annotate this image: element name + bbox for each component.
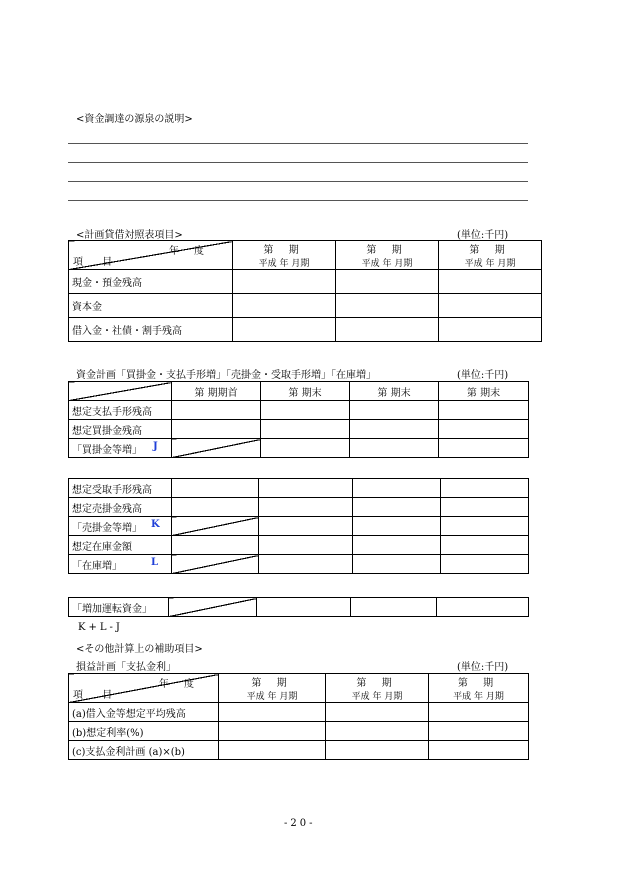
input-cell[interactable] xyxy=(350,401,439,420)
auxiliary-heading: <その他計算上の補助項目> xyxy=(76,644,203,655)
input-cell[interactable] xyxy=(261,439,350,458)
input-cell[interactable] xyxy=(353,498,441,517)
input-cell[interactable] xyxy=(172,536,259,555)
row-label: 「売掛金等増」 K xyxy=(69,517,172,536)
input-cell[interactable] xyxy=(429,703,529,722)
input-cell[interactable] xyxy=(336,318,439,342)
input-cell[interactable] xyxy=(353,555,441,574)
marker-k: K xyxy=(151,518,160,530)
period-header-cell: 第 期 平成 年 月期 xyxy=(336,241,439,270)
input-cell[interactable] xyxy=(261,401,350,420)
input-cell[interactable] xyxy=(172,420,261,439)
row-label: 「増加運転資金」 xyxy=(69,598,169,617)
input-cell[interactable] xyxy=(259,479,353,498)
input-cell[interactable] xyxy=(233,270,336,294)
header-item-label: 項 目 xyxy=(73,690,121,701)
input-cell[interactable] xyxy=(259,536,353,555)
funding-plan-unit: (単位:千円) xyxy=(457,370,509,381)
input-cell[interactable] xyxy=(439,318,542,342)
row-label: 資本金 xyxy=(69,294,233,318)
diagonal-cell xyxy=(172,439,261,458)
input-cell[interactable] xyxy=(441,536,529,555)
input-cell[interactable] xyxy=(441,498,529,517)
input-cell[interactable] xyxy=(219,741,326,760)
formula-text: K+L-J xyxy=(78,622,123,633)
marker-j: J xyxy=(153,440,158,452)
input-cell[interactable] xyxy=(350,420,439,439)
receivables-table xyxy=(68,478,529,574)
diagonal-cell xyxy=(172,555,259,574)
input-cell[interactable] xyxy=(219,722,326,741)
input-cell[interactable] xyxy=(429,722,529,741)
balance-sheet-table xyxy=(68,240,542,342)
input-cell[interactable] xyxy=(439,420,529,439)
row-label: (b)想定利率(%) xyxy=(69,722,219,741)
input-cell[interactable] xyxy=(353,479,441,498)
period-header-cell: 第 期 平成 年 月期 xyxy=(326,674,429,703)
input-cell[interactable] xyxy=(439,401,529,420)
input-cell[interactable] xyxy=(351,598,437,617)
auxiliary-subheading: 損益計画「支払金利」 xyxy=(76,662,176,673)
input-cell[interactable] xyxy=(441,479,529,498)
input-cell[interactable] xyxy=(259,498,353,517)
row-label: (c)支払金利計画 (a)×(b) xyxy=(69,741,219,760)
row-label: 想定在庫金額 xyxy=(69,536,172,555)
header-year-label: 年 度 xyxy=(158,679,200,690)
period-header-cell: 第 期 平成 年 月期 xyxy=(219,674,326,703)
row-label: 想定支払手形残高 xyxy=(69,401,172,420)
input-cell[interactable] xyxy=(441,517,529,536)
balance-sheet-heading: <計画貸借対照表項目> xyxy=(76,230,183,241)
header-corner-cell xyxy=(69,241,233,270)
row-label: 「買掛金等増」 J xyxy=(69,439,172,458)
input-cell[interactable] xyxy=(441,555,529,574)
input-cell[interactable] xyxy=(353,517,441,536)
input-cell[interactable] xyxy=(233,294,336,318)
row-label: 想定買掛金残高 xyxy=(69,420,172,439)
input-cell[interactable] xyxy=(353,536,441,555)
header-item-label: 項 目 xyxy=(73,257,121,268)
input-cell[interactable] xyxy=(261,420,350,439)
input-cell[interactable] xyxy=(437,598,529,617)
row-label: (a)借入金等想定平均残高 xyxy=(69,703,219,722)
payables-table xyxy=(68,381,529,458)
writing-line xyxy=(68,143,528,144)
input-cell[interactable] xyxy=(439,294,542,318)
header-year-label: 年 度 xyxy=(168,246,210,257)
period-header-cell: 第 期 平成 年 月期 xyxy=(439,241,542,270)
input-cell[interactable] xyxy=(336,294,439,318)
row-label: 想定売掛金残高 xyxy=(69,498,172,517)
row-label: 借入金・社債・割手残高 xyxy=(69,318,233,342)
header-corner-cell xyxy=(69,382,172,401)
col-period-start: 第 期期首 xyxy=(172,382,261,401)
page-number: -20- xyxy=(284,818,316,829)
diagonal-cell xyxy=(169,598,257,617)
input-cell[interactable] xyxy=(326,703,429,722)
input-cell[interactable] xyxy=(257,598,351,617)
row-label: 想定受取手形残高 xyxy=(69,479,172,498)
marker-l: L xyxy=(151,556,159,568)
balance-sheet-unit: (単位:千円) xyxy=(457,230,509,241)
period-header-cell: 第 期 平成 年 月期 xyxy=(233,241,336,270)
interest-table xyxy=(68,673,529,760)
working-capital-table xyxy=(68,597,529,617)
input-cell[interactable] xyxy=(429,741,529,760)
input-cell[interactable] xyxy=(259,517,353,536)
input-cell[interactable] xyxy=(233,318,336,342)
input-cell[interactable] xyxy=(336,270,439,294)
col-period-end: 第 期末 xyxy=(261,382,350,401)
writing-line xyxy=(68,162,528,163)
writing-line xyxy=(68,200,528,201)
input-cell[interactable] xyxy=(326,722,429,741)
row-label: 「在庫増」 L xyxy=(69,555,172,574)
diagonal-cell xyxy=(172,517,259,536)
input-cell[interactable] xyxy=(326,741,429,760)
input-cell[interactable] xyxy=(172,401,261,420)
col-period-end: 第 期末 xyxy=(350,382,439,401)
input-cell[interactable] xyxy=(172,479,259,498)
funding-source-heading: <資金調達の源泉の説明> xyxy=(76,114,193,125)
col-period-end: 第 期末 xyxy=(439,382,529,401)
input-cell[interactable] xyxy=(439,270,542,294)
input-cell[interactable] xyxy=(439,439,529,458)
auxiliary-unit: (単位:千円) xyxy=(457,662,509,673)
input-cell[interactable] xyxy=(219,703,326,722)
funding-plan-heading: 資金計画「買掛金・支払手形増」「売掛金・受取手形増」「在庫増」 xyxy=(76,370,376,381)
input-cell[interactable] xyxy=(350,439,439,458)
writing-line xyxy=(68,181,528,182)
header-corner-cell xyxy=(69,674,219,703)
row-label: 現金・預金残高 xyxy=(69,270,233,294)
period-header-cell: 第 期 平成 年 月期 xyxy=(429,674,529,703)
input-cell[interactable] xyxy=(259,555,353,574)
input-cell[interactable] xyxy=(172,498,259,517)
